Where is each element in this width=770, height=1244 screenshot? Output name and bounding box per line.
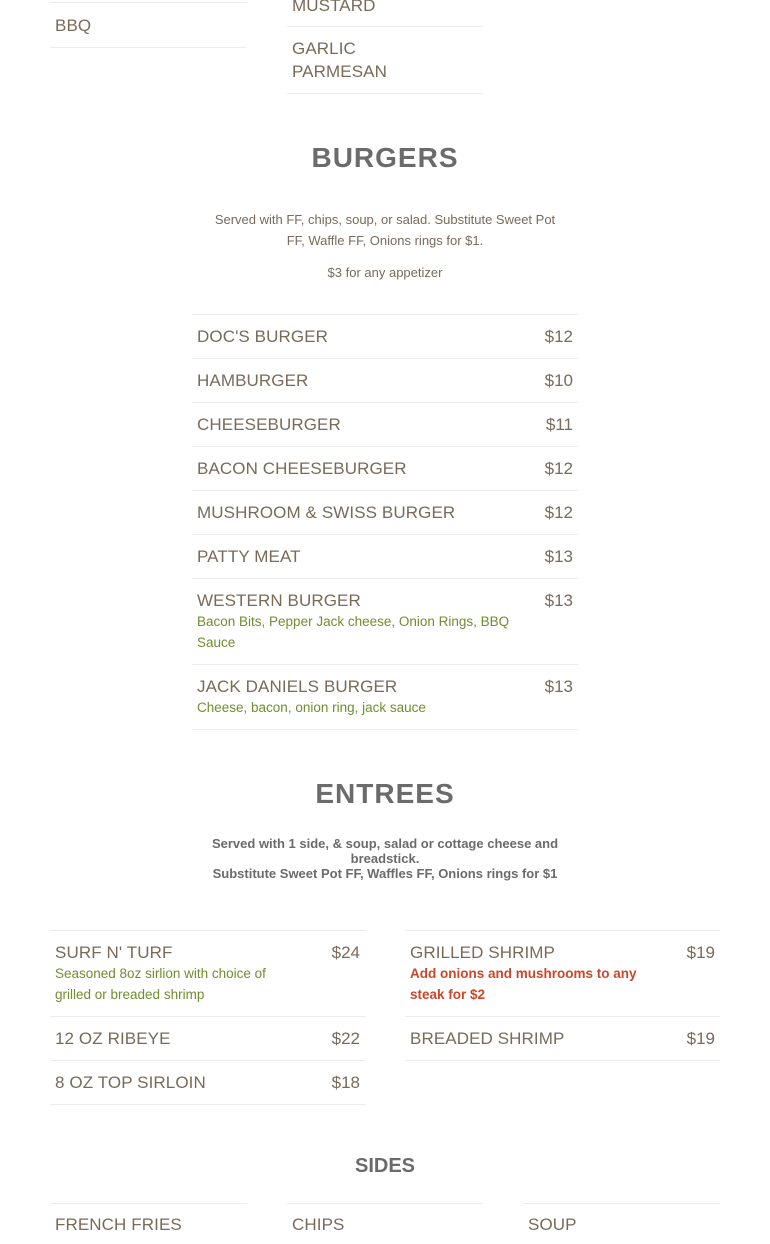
menu-item (192, 490, 578, 535)
menu-item (50, 930, 366, 1017)
section-title-sides: SIDES (354, 1155, 416, 1177)
menu-item (50, 1016, 366, 1061)
item-description: Cheese, bacon, onion ring, jack sauce (197, 700, 426, 715)
menu-item (192, 446, 578, 491)
menu-item (405, 1016, 720, 1061)
side-item (523, 1203, 720, 1244)
item-name: DOC'S BURGER (197, 327, 329, 346)
menu-item (192, 358, 578, 403)
item-price: $22 (331, 1029, 360, 1048)
item-price: $18 (331, 1073, 360, 1092)
item-name: CHEESEBURGER (197, 415, 341, 434)
item-price: $19 (686, 943, 715, 962)
side-item (287, 1203, 483, 1244)
item-name: PATTY MEAT (197, 547, 301, 566)
item-price: $10 (544, 371, 573, 390)
item-name: SOUP (528, 1215, 577, 1234)
item-price: $11 (545, 415, 573, 434)
item-price: $13 (544, 677, 573, 696)
item-description: Bacon Bits, Pepper Jack cheese, Onion Rings, BBQ Sauce (197, 614, 510, 650)
entrees-note-line1: Served with 1 side, & soup, salad or cottage cheese and breadstick. (211, 836, 559, 866)
item-description: Add onions and mushrooms to any steak for $2 (410, 966, 637, 1002)
item-name: HAMBURGER (197, 371, 309, 390)
item-name: CHIPS (292, 1215, 345, 1234)
section-title-burgers: BURGERS (311, 142, 459, 173)
menu-item (405, 930, 720, 1017)
flavor-item-bbq (50, 3, 247, 48)
item-price: $12 (544, 327, 573, 346)
item-name: BREADED SHRIMP (410, 1029, 565, 1048)
section-title-entrees: ENTREES (315, 778, 455, 809)
item-price: $13 (544, 547, 573, 566)
item-price: $12 (544, 459, 573, 478)
item-name: SURF N' TURF (55, 943, 173, 962)
item-price: $13 (544, 591, 573, 610)
flavor-item-mustard (287, 0, 483, 27)
item-description: Seasoned 8oz sirlion with choice of grilled or breaded shrimp (55, 966, 266, 1002)
side-item (50, 1203, 247, 1244)
menu-item (192, 578, 578, 665)
burgers-note: Served with FF, chips, soup, or salad. Substitute Sweet Pot FF, Waffle FF, Onions rings for $1. (214, 212, 556, 248)
item-name: JACK DANIELS BURGER (197, 677, 398, 696)
item-name: MUSHROOM & SWISS BURGER (197, 503, 456, 522)
item-name: GRILLED SHRIMP (410, 943, 555, 962)
item-name: BACON CHEESEBURGER (197, 459, 407, 478)
item-name: WESTERN BURGER (197, 591, 361, 610)
item-name: 12 OZ RIBEYE (55, 1029, 171, 1048)
flavor-label: BBQ (55, 16, 92, 35)
item-name: FRENCH FRIES (55, 1215, 182, 1234)
menu-item (192, 402, 578, 447)
entrees-note-line2: Substitute Sweet Pot FF, Waffles FF, Onions rings for $1 (212, 866, 558, 881)
menu-item (192, 314, 578, 359)
flavor-item-garlic-parmesan (287, 26, 483, 94)
menu-item (50, 1060, 366, 1105)
item-price: $24 (331, 943, 360, 962)
item-price: $19 (686, 1029, 715, 1048)
menu-item (192, 664, 578, 730)
flavor-label: MUSTARD (292, 0, 376, 15)
item-name: 8 OZ TOP SIRLOIN (55, 1073, 206, 1092)
burgers-appetizer-note: $3 for any appetizer (327, 265, 443, 280)
flavor-label: GARLIC PARMESAN (292, 39, 387, 81)
menu-item (192, 534, 578, 579)
item-price: $12 (544, 503, 573, 522)
